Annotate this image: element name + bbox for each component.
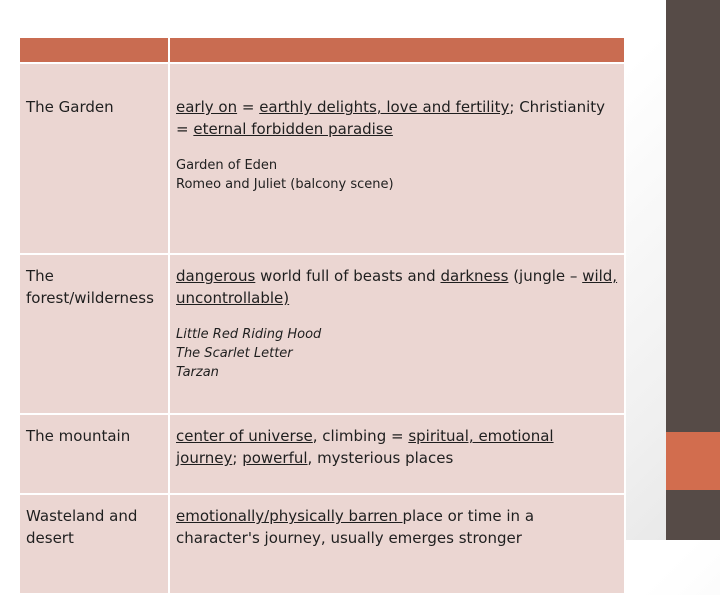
side-accent-block [666, 432, 720, 490]
topic-cell [19, 494, 169, 594]
phrase: earthly delights, love and fertility [259, 98, 510, 116]
phrase: ; Christianity = [176, 98, 605, 138]
table-row [19, 63, 625, 254]
examples-list [176, 156, 618, 194]
topic-cell [19, 63, 169, 254]
table-row [19, 254, 625, 414]
phrase: emotionally/physically barren [176, 507, 403, 525]
topic-cell [19, 254, 169, 414]
examples-list [176, 325, 618, 382]
topic-label: The Garden [26, 98, 114, 116]
description-cell [169, 414, 625, 494]
header-cell-topic [19, 37, 169, 63]
description-cell [169, 254, 625, 414]
topic-label: The mountain [26, 427, 131, 445]
phrase: dangerous [176, 267, 256, 285]
phrase: darkness [440, 267, 509, 285]
phrase: , climbing = [312, 427, 409, 445]
description-text [176, 505, 618, 549]
phrase: ; [232, 449, 243, 467]
description-text [176, 425, 618, 469]
table-row [19, 494, 625, 594]
description-cell [169, 63, 625, 254]
phrase: (jungle – [508, 267, 583, 285]
phrase: powerful [242, 449, 308, 467]
description-text [176, 96, 618, 140]
topic-label: The forest/wilderness [26, 267, 154, 307]
phrase: , mysterious places [307, 449, 454, 467]
table-header-row [19, 37, 625, 63]
header-cell-description [169, 37, 625, 63]
phrase: wild, uncontrollable) [176, 267, 618, 307]
phrase: = [237, 98, 260, 116]
topic-label: Wasteland and desert [26, 507, 138, 547]
topic-cell [19, 414, 169, 494]
table-row [19, 414, 625, 494]
phrase: early on [176, 98, 238, 116]
phrase: spiritual, emotional journey [176, 427, 554, 467]
description-cell [169, 494, 625, 594]
phrase: center of universe [176, 427, 313, 445]
example-item: Tarzan [176, 365, 219, 380]
description-text [176, 265, 618, 309]
settings-table [18, 36, 626, 595]
example-item: Garden of Eden [176, 158, 278, 173]
phrase: world full of beasts and [255, 267, 441, 285]
phrase: eternal forbidden paradise [193, 120, 393, 138]
example-item: Little Red Riding Hood [176, 327, 322, 342]
example-item: The Scarlet Letter [176, 346, 293, 361]
phrase: place or time in a character's journey, usually emerges stronger [176, 507, 535, 547]
example-item: Romeo and Juliet (balcony scene) [176, 177, 394, 192]
